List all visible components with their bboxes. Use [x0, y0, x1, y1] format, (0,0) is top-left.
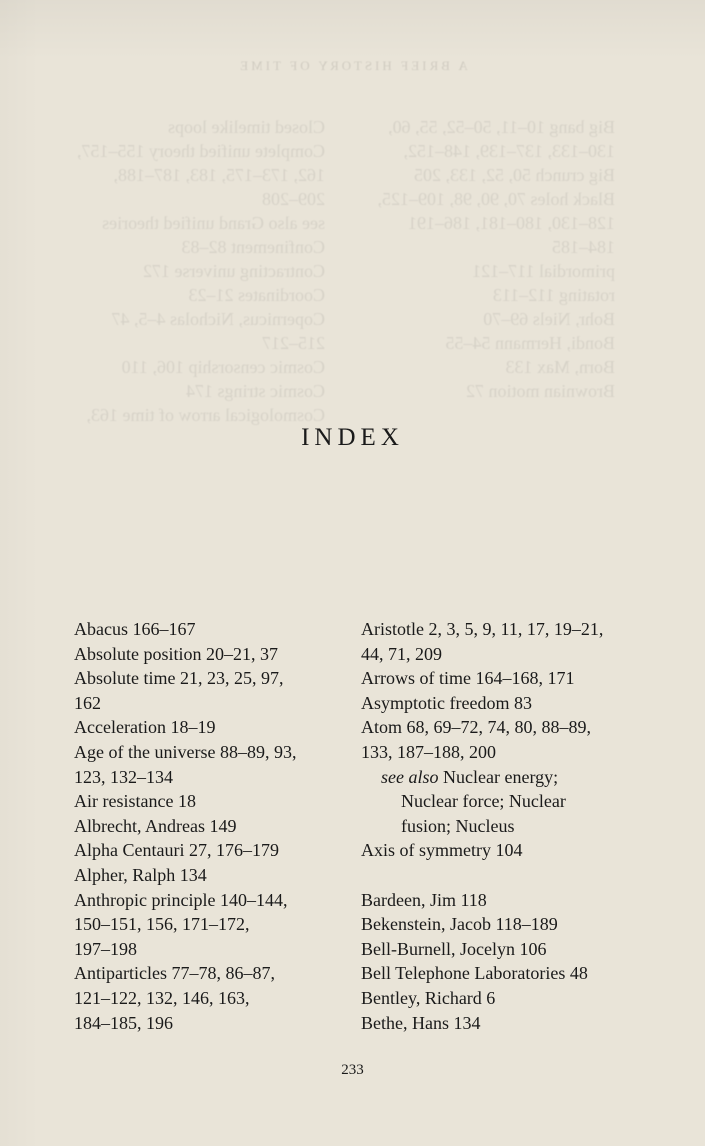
index-entry — [74, 789, 344, 814]
index-entry-text: Absolute time 21, 23, 25, 97, — [74, 668, 284, 689]
index-entry — [361, 912, 661, 937]
index-entry-text: Age of the universe 88–89, 93, — [74, 741, 297, 762]
index-entry-text: Aristotle 2, 3, 5, 9, 11, 17, 19–21, — [361, 619, 604, 639]
index-entry — [361, 838, 661, 863]
index-entry — [361, 691, 661, 716]
index-entry — [361, 617, 661, 666]
index-entry-text: Arrows of time 164–168, 171 — [361, 668, 575, 689]
index-entry — [361, 961, 661, 986]
index-entry — [74, 961, 344, 1035]
index-entry — [74, 888, 344, 962]
index-entry-text: Bardeen, Jim 118 — [361, 889, 487, 910]
index-entry-text: Bell Telephone Laboratories 48 — [361, 963, 588, 984]
bleed-through-texture: A BRIEF HISTORY OF TIME Big bang 10–11, 50–52, 55, 60, 130–133, 137–139, 148–152, Big crunch 50, 52, 133, 205 Black holes 70, 90, 98, 109–125, 128–130, 180–181, 186–191 184–185 primordial 117–121 rotating 112–113 Bohr, Niels 69–70 Bondi, Hermann 54–55 Born, Max 133 Brownian motion 72 Closed timelike loops Complete unified theory 155–157, 162, 173–175, 183, 187–188, 209–208 see also Grand unified theories Confinement 82–83 Contracting universe 172 Coordinates 21–23 Copernicus, Nicholas 4–5, 47 215–217 Cosmic censorship 106, 110 Cosmic strings 174 Cosmological arrow of time 163, — [77, 58, 615, 425]
index-entry — [74, 740, 344, 789]
index-entry-continuation: 123, 132–134 — [74, 766, 173, 787]
index-entry — [74, 617, 344, 642]
index-entry — [74, 666, 344, 715]
index-entry-continuation: 150–151, 156, 171–172, — [74, 914, 250, 935]
index-entry — [361, 986, 661, 1011]
index-entry-text: Bentley, Richard 6 — [361, 987, 496, 1008]
index-entry-text: Air resistance 18 — [74, 791, 196, 812]
index-entry-text: Bethe, Hans 134 — [361, 1012, 481, 1033]
index-entry-continuation: 184–185, 196 — [74, 1012, 173, 1033]
index-entry-text: Alpha Centauri 27, 176–179 — [74, 840, 279, 861]
section-gap — [361, 863, 661, 888]
index-entry — [361, 1011, 661, 1036]
index-entry-text: Atom 68, 69–72, 74, 80, 88–89, — [361, 717, 592, 738]
index-entry-text: Absolute position 20–21, 37 — [74, 643, 279, 664]
page-title: INDEX — [301, 424, 404, 451]
index-entry-text: Asymptotic freedom 83 — [361, 692, 532, 713]
index-entry-text: Antiparticles 77–78, 86–87, — [74, 963, 275, 984]
index-entry-continuation: 162 — [74, 692, 101, 713]
see-also-note — [381, 765, 661, 839]
index-entry-text: Albrecht, Andreas 149 — [74, 815, 237, 836]
index-entry — [361, 666, 661, 691]
index-entry — [74, 838, 344, 863]
see-also-line: Nuclear energy; — [438, 766, 559, 787]
index-entry-text: Bell-Burnell, Jocelyn 106 — [361, 938, 547, 959]
index-entry-text: Acceleration 18–19 — [74, 717, 216, 738]
see-also-label: see also — [381, 766, 439, 787]
index-entry — [74, 642, 344, 667]
index-entry — [74, 863, 344, 888]
index-entry — [74, 814, 344, 839]
see-also-line: Nuclear force; Nuclear — [401, 791, 566, 812]
page-number: 233 — [341, 1062, 364, 1078]
index-column-left — [74, 617, 344, 1035]
index-entry-continuation: 44, 71, 209 — [361, 643, 442, 664]
index-entry-text: Axis of symmetry 104 — [361, 840, 523, 861]
index-column-right — [361, 617, 661, 1035]
index-entry-text: Alpher, Ralph 134 — [74, 864, 207, 885]
index-entry-text: Bekenstein, Jacob 118–189 — [361, 914, 558, 935]
see-also-line: fusion; Nucleus — [401, 815, 515, 836]
index-entry-text: Abacus 166–167 — [74, 619, 196, 639]
index-entry — [74, 715, 344, 740]
index-entry-continuation: 197–198 — [74, 938, 137, 959]
index-entry-text: Anthropic principle 140–144, — [74, 889, 288, 910]
index-entry — [361, 715, 661, 764]
index-entry-continuation: 133, 187–188, 200 — [361, 741, 496, 762]
index-entry — [361, 937, 661, 962]
index-entry — [361, 888, 661, 913]
index-entry-continuation: 121–122, 132, 146, 163, — [74, 987, 250, 1008]
